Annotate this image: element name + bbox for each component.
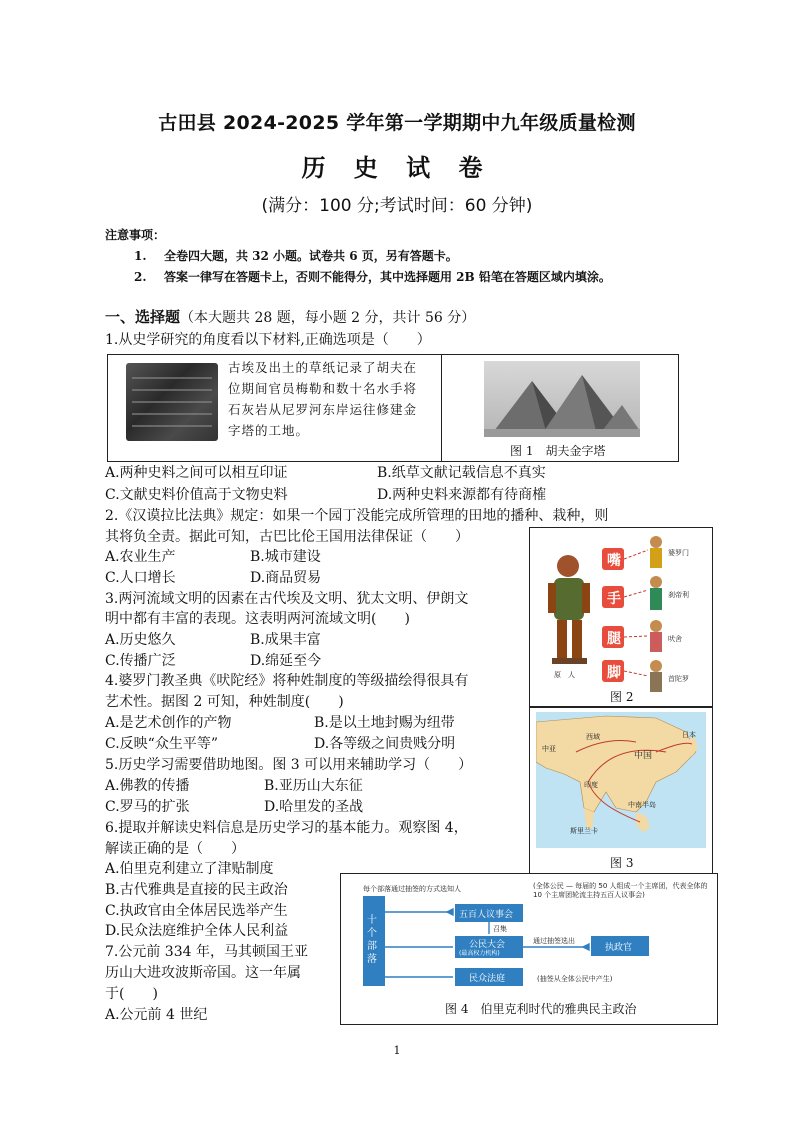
fig4-note-court: (抽签从全体公民中产生) (537, 975, 613, 983)
note-item (134, 268, 611, 285)
fig4-tribes: 十个部落 (367, 915, 377, 965)
q4-option-c[interactable]: C.反映“众生平等” (105, 736, 218, 752)
q6-stem-line2: 解读正确的是（ ） (105, 841, 245, 857)
q6-option-c[interactable]: C.执政官由全体居民选举产生 (105, 903, 288, 919)
q5-option-d[interactable]: D.哈里发的圣战 (264, 799, 364, 815)
fig4-assembly-sub: (最高权力机构) (459, 950, 500, 957)
q1-option-c[interactable]: C.文献史料价值高于文物史料 (105, 487, 288, 503)
fig3-label-japan: 日本 (682, 731, 696, 739)
q6-option-d[interactable]: D.民众法庭维护全体人民利益 (105, 923, 289, 939)
q3-option-c[interactable]: C.传播广泛 (105, 653, 176, 669)
q1-stem: 1.从史学研究的角度看以下材料,正确选项是（ ） (105, 332, 431, 348)
q4-option-d[interactable]: D.各等级之间贵贱分明 (314, 736, 456, 752)
fig4-assembly: 公民大会 (469, 940, 506, 950)
q4-option-a[interactable]: A.是艺术创作的产物 (105, 715, 232, 731)
caste-vaishya: 吠舍 (668, 635, 682, 643)
q6-option-a[interactable]: A.伯里克利建立了津贴制度 (105, 861, 274, 877)
figure-2 (529, 527, 713, 707)
q4-option-b[interactable]: B.是以土地封赐为纽带 (314, 715, 455, 731)
fig2-left-label: 原 人 (554, 671, 575, 679)
q1-option-a[interactable]: A.两种史料之间可以相互印证 (105, 465, 288, 481)
fig3-caption: 图 3 (610, 856, 634, 870)
fig2-char-leg: 腿 (607, 631, 621, 647)
figure-4 (340, 873, 718, 1025)
q3-option-b[interactable]: B.成果丰富 (250, 632, 321, 648)
page-number: 1 (393, 1044, 401, 1057)
material-line: 古埃及出土的草纸记录了胡夫在 (228, 360, 418, 375)
fig4-elect: 通过抽签选出 (533, 937, 575, 945)
q2-stem-line2: 其将负全责。据此可知，古巴比伦王国用法律保证（ ） (105, 529, 469, 545)
q7-stem-line1: 7.公元前 334 年，马其顿国王亚 (105, 944, 308, 960)
q7-stem-line3: 于( ) (105, 986, 158, 1002)
q2-option-b[interactable]: B.城市建设 (250, 549, 321, 565)
q5-option-a[interactable]: A.佛教的传播 (105, 778, 190, 794)
fig3-label-central-asia: 中亚 (542, 745, 556, 753)
fig2-char-hand: 手 (607, 591, 621, 607)
q1-material-box (107, 354, 679, 462)
caste-brahmin: 婆罗门 (668, 549, 689, 557)
material-line: 位期间官员梅勒和数十名水手将 (228, 381, 418, 396)
note-num: 2. (134, 270, 147, 284)
q1-option-b[interactable]: B.纸草文献记载信息不真实 (377, 465, 546, 481)
q2-option-d[interactable]: D.商品贸易 (250, 570, 322, 586)
fig4-court: 民众法庭 (469, 974, 506, 984)
material-line: 字塔的工地。 (228, 423, 310, 438)
q7-option-a[interactable]: A.公元前 4 世纪 (105, 1007, 208, 1023)
fig3-label-indochina: 中南半岛 (628, 801, 656, 809)
section-desc: （本大题共 28 题，每小题 2 分，共计 56 分） (180, 310, 476, 326)
q2-option-a[interactable]: A.农业生产 (105, 549, 176, 565)
pyramid-image (484, 361, 640, 437)
q2-stem-line1: 2.《汉谟拉比法典》规定：如果一个园丁没能完成所管理的田地的播种、栽种，则 (105, 508, 609, 524)
caste-kshatriya: 刹帝利 (668, 591, 689, 599)
q3-option-d[interactable]: D.绵延至今 (250, 653, 322, 669)
q5-option-b[interactable]: B.亚历山大东征 (264, 778, 363, 794)
section-heading (105, 306, 475, 327)
fig2-char-foot: 脚 (607, 665, 621, 681)
q4-stem-line1: 4.婆罗门教圣典《吠陀经》将种姓制度的等级描绘得很具有 (105, 673, 469, 689)
fig1-caption: 图 1 胡夫金字塔 (510, 444, 606, 458)
q6-stem-line1: 6.提取并解读史料信息是历史学习的基本能力。观察图 4， (105, 820, 468, 836)
q3-stem-line2: 明中都有丰富的表现。这表明两河流域文明( ) (105, 611, 410, 627)
q2-option-c[interactable]: C.人口增长 (105, 570, 176, 586)
fig2-char-mouth: 嘴 (607, 553, 621, 569)
section-title: 一、选择题 (105, 308, 181, 326)
material-line: 石灰岩从尼罗河东岸运往修建金 (228, 402, 418, 417)
q5-option-c[interactable]: C.罗马的扩张 (105, 799, 190, 815)
fig4-convene: 召集 (493, 925, 507, 933)
q6-option-b[interactable]: B.古代雅典是直接的民主政治 (105, 882, 288, 898)
subject-title: 历 史 试 卷 (301, 154, 493, 182)
q4-stem-line2: 艺术性。据图 2 可知，种姓制度( ) (105, 694, 344, 710)
caste-shudra: 首陀罗 (668, 675, 689, 683)
q3-option-a[interactable]: A.历史悠久 (105, 632, 176, 648)
fig4-note-top: 每个部落通过抽签的方式选知人 (363, 885, 461, 893)
fig3-label-china: 中国 (634, 751, 653, 761)
note-item (134, 247, 458, 264)
q5-stem: 5.历史学习需要借助地图。图 3 可以用来辅助学习（ ） (105, 757, 473, 773)
fig2-caption: 图 2 (610, 690, 634, 704)
q1-material-text (228, 357, 438, 441)
fig4-note-right: (全体公民 — 每届的 50 人组成一个主席团，代表全体的 10 个主席团轮流主持五百人议事会) (533, 882, 708, 899)
q7-stem-line2: 历山大进攻波斯帝国。这一年属 (105, 965, 301, 981)
fig3-label-india: 印度 (584, 781, 598, 789)
exam-info: (满分：100 分;考试时间：60 分钟) (261, 196, 533, 216)
figure-3 (529, 707, 713, 874)
note-text: 全卷四大题，共 32 小题。试卷共 6 页，另有答题卡。 (164, 249, 458, 263)
fig3-label-western-regions: 西域 (586, 733, 600, 741)
fig4-council: 五百人议事会 (459, 910, 514, 920)
exam-title: 古田县 2024-2025 学年第一学期期中九年级质量检测 (158, 112, 636, 134)
fig4-caption: 图 4 伯里克利时代的雅典民主政治 (445, 1002, 637, 1016)
papyrus-image (126, 363, 218, 441)
note-num: 1. (134, 249, 147, 263)
note-text: 答案一律写在答题卡上，否则不能得分，其中选择题用 2B 铅笔在答题区域内填涂。 (164, 270, 611, 284)
notes-heading: 注意事项： (105, 228, 166, 242)
fig4-archon: 执政官 (605, 943, 633, 953)
q3-stem-line1: 3.两河流域文明的因素在古代埃及文明、犹太文明、伊朗文 (105, 591, 469, 607)
q1-option-d[interactable]: D.两种史料来源都有待商榷 (377, 487, 547, 503)
fig3-label-sri-lanka: 斯里兰卡 (570, 827, 598, 835)
